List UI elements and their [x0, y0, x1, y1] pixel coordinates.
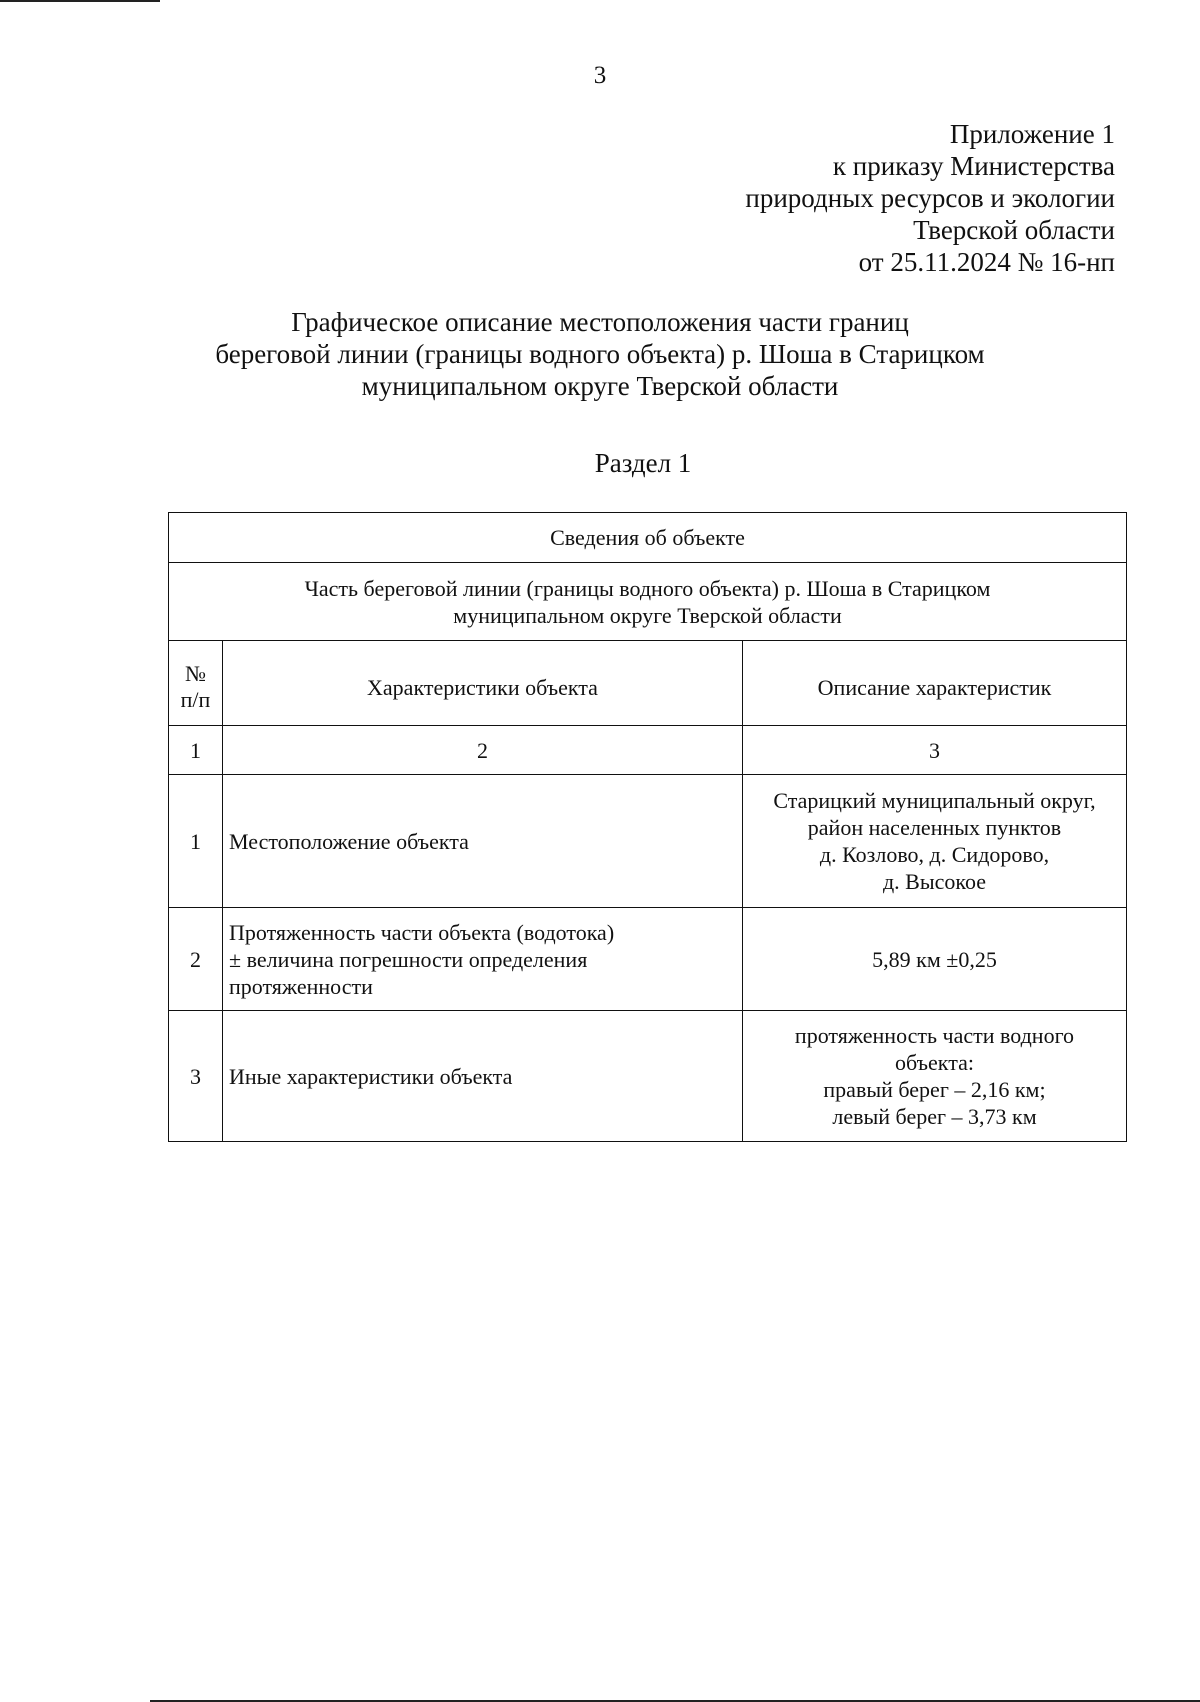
- column-header-num-line: п/п: [180, 687, 211, 712]
- row-description-line: левый берег – 3,73 км: [832, 1104, 1037, 1129]
- scan-edge-top: [0, 0, 160, 2]
- table-column-index-row: [169, 726, 1127, 775]
- title-line: береговой линии (границы водного объекта) р. Шоша в Старицком: [215, 339, 985, 369]
- object-name-line: муниципальном округе Тверской области: [453, 602, 842, 628]
- row-description-line: район населенных пунктов: [807, 815, 1062, 840]
- row-description-line: 5,89 км ±0,25: [872, 946, 997, 972]
- table-row: [169, 775, 1127, 908]
- title-line: Графическое описание местоположения части границ: [291, 307, 909, 337]
- row-number: 1: [169, 775, 223, 908]
- table-column-header-row: [169, 641, 1127, 726]
- appendix-line: к приказу Министерства: [832, 151, 1115, 181]
- row-characteristic-line: Местоположение объекта: [229, 828, 469, 854]
- row-description-line: объекта:: [895, 1050, 974, 1075]
- column-index: 2: [223, 726, 743, 775]
- section-title: Раздел 1: [594, 448, 692, 478]
- table-row: [169, 908, 1127, 1011]
- row-description: [743, 775, 1127, 908]
- page-number: 3: [593, 62, 607, 89]
- row-description-line: протяженность части водного: [794, 1023, 1075, 1048]
- row-description-line: д. Высокое: [882, 869, 987, 894]
- object-info-table: [168, 512, 1127, 1142]
- column-header-characteristic: Характеристики объекта: [223, 641, 743, 726]
- object-name-cell: [169, 563, 1127, 641]
- appendix-block: [745, 118, 1115, 278]
- appendix-line: Тверской области: [913, 215, 1115, 245]
- row-description-line: д. Козлово, д. Сидорово,: [819, 842, 1050, 867]
- row-description: [743, 1011, 1127, 1142]
- row-description-line: правый берег – 2,16 км;: [823, 1077, 1046, 1102]
- row-characteristic: [223, 775, 743, 908]
- row-number: 2: [169, 908, 223, 1011]
- table-heading: Сведения об объекте: [169, 513, 1127, 563]
- table-object-row: [169, 563, 1127, 641]
- row-characteristic-line: ± величина погрешности определения: [229, 946, 588, 972]
- row-characteristic-line: Иные характеристики объекта: [229, 1063, 513, 1089]
- table-heading-row: [169, 513, 1127, 563]
- row-characteristic-line: Протяженность части объекта (водотока): [229, 919, 615, 945]
- column-index: 1: [169, 726, 223, 775]
- column-header-num: [169, 641, 223, 726]
- column-header-num-line: №: [185, 661, 206, 686]
- row-characteristic: [223, 1011, 743, 1142]
- table-row: [169, 1011, 1127, 1142]
- appendix-line: от 25.11.2024 № 16-нп: [858, 247, 1115, 277]
- object-name-line: Часть береговой линии (границы водного объекта) р. Шоша в Старицком: [304, 575, 991, 601]
- row-characteristic: [223, 908, 743, 1011]
- row-description-line: Старицкий муниципальный округ,: [773, 788, 1096, 813]
- column-index: 3: [743, 726, 1127, 775]
- row-description: [743, 908, 1127, 1011]
- column-header-description: Описание характеристик: [743, 641, 1127, 726]
- row-number: 3: [169, 1011, 223, 1142]
- title-line: муниципальном округе Тверской области: [361, 371, 839, 401]
- appendix-line: природных ресурсов и экологии: [745, 183, 1115, 213]
- appendix-line: Приложение 1: [949, 119, 1115, 149]
- document-title: [150, 306, 1050, 402]
- row-characteristic-line: протяженности: [229, 973, 373, 999]
